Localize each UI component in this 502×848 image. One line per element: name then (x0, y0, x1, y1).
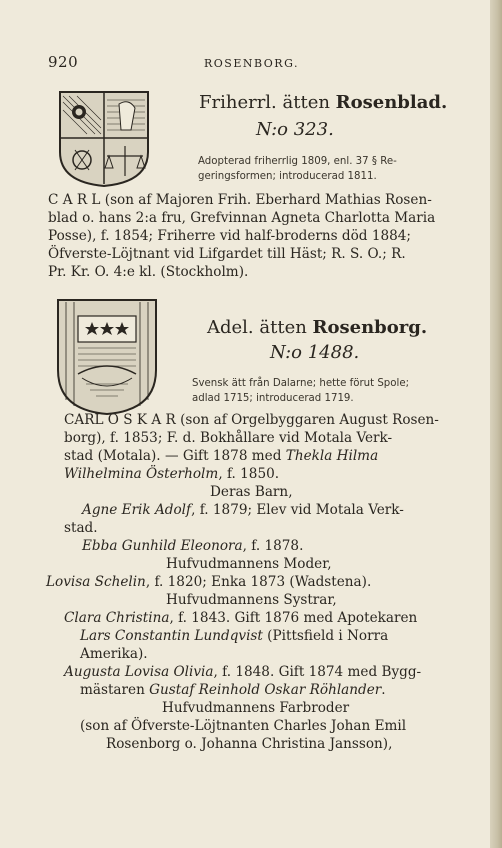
entry1-line-2: blad o. hans 2:a fru, Grefvinnan Agneta Charlotta Maria (48, 210, 436, 226)
entry2-line-14: Amerika). (80, 646, 148, 662)
entry1-line-1: C A R L (son af Majoren Frih. Eberhard Mathias Rosen- (48, 192, 432, 208)
entry2-line-8: Ebba Gunhild Eleonora, f. 1878. (82, 538, 304, 554)
entry1-number: N:o 323. (256, 119, 334, 140)
entry2-line-3: stad (Motala). — Gift 1878 med Thekla Hilma (64, 448, 379, 464)
entry2-line-17: Hufvudmannens Farbroder (162, 700, 350, 716)
entry2-line-18: (son af Öfverste-Löjtnanten Charles Johan Emil (80, 718, 407, 734)
entry2-family-name: Rosenborg. (312, 317, 428, 338)
entry2-line-16: mästaren Gustaf Reinhold Oskar Röhlander. (80, 682, 386, 698)
entry2-note-2: adlad 1715; introducerad 1719. (192, 393, 354, 404)
entry1-title (199, 92, 447, 113)
entry1-line-4: Öfverste-Löjtnant vid Lifgardet till Häst; R. S. O.; R. (48, 246, 406, 262)
entry2-line-5: Deras Barn, (210, 484, 293, 500)
rosenborg-coat-of-arms (56, 298, 158, 416)
entry2-title (207, 317, 427, 338)
rosenblad-coat-of-arms (57, 90, 151, 188)
entry1-note-2: geringsformen; introducerad 1811. (198, 171, 377, 182)
running-head: ROSENBORG. (204, 57, 299, 70)
page-number: 920 (48, 53, 79, 71)
entry2-note-1: Svensk ätt från Dalarne; hette förut Spole; (192, 378, 410, 389)
entry1-title-prefix: Friherrl. ätten (199, 92, 336, 113)
entry2-line-7: stad. (64, 520, 98, 536)
entry2-line-13: Lars Constantin Lundqvist (Pittsfield i Norra (80, 628, 389, 644)
entry2-line-19: Rosenborg o. Johanna Christina Jansson), (106, 736, 393, 752)
entry1-family-name: Rosenblad. (335, 92, 448, 113)
entry2-line-2: borg), f. 1853; F. d. Bokhållare vid Motala Verk- (64, 430, 393, 446)
entry2-line-12: Clara Christina, f. 1843. Gift 1876 med Apotekaren (64, 610, 418, 626)
entry2-line-15: Augusta Lovisa Olivia, f. 1848. Gift 1874 med Bygg- (64, 664, 422, 680)
entry1-line-5: Pr. Kr. O. 4:e kl. (Stockholm). (48, 264, 249, 280)
entry2-line-1: CARL O S K A R (son af Orgelbyggaren August Rosen- (64, 412, 439, 428)
entry2-line-10: Lovisa Schelin, f. 1820; Enka 1873 (Wadstena). (46, 574, 372, 590)
entry2-line-9: Hufvudmannens Moder, (166, 556, 332, 572)
entry2-line-6: Agne Erik Adolf, f. 1879; Elev vid Motala Verk- (82, 502, 404, 518)
entry2-line-4: Wilhelmina Österholm, f. 1850. (64, 466, 280, 482)
entry2-number: N:o 1488. (270, 342, 360, 363)
entry2-line-11: Hufvudmannens Systrar, (166, 592, 337, 608)
page-edge (490, 0, 502, 848)
entry1-line-3: Posse), f. 1854; Friherre vid half-broderns död 1884; (48, 228, 412, 244)
entry2-title-prefix: Adel. ätten (207, 317, 313, 338)
entry1-note-1: Adopterad friherrlig 1809, enl. 37 § Re- (198, 156, 397, 167)
